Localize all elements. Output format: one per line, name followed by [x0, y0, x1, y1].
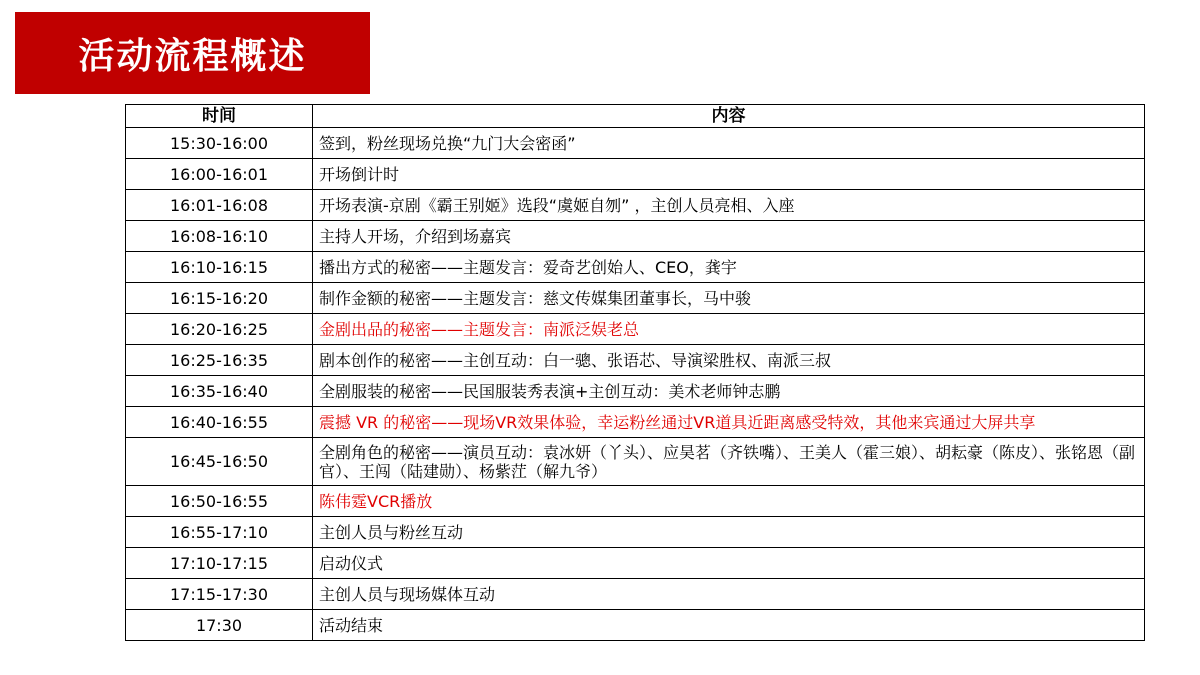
table-row: [126, 314, 1145, 345]
table-row: [126, 438, 1145, 486]
row-content: 开场表演-京剧《霸王别姬》选段“虞姬自刎” ，主创人员亮相、入座: [313, 190, 1145, 221]
row-content: 开场倒计时: [313, 159, 1145, 190]
row-time: 16:35-16:40: [126, 376, 313, 407]
row-time: 16:55-17:10: [126, 517, 313, 548]
agenda-body: [126, 128, 1145, 641]
row-content: 活动结束: [313, 610, 1145, 641]
table-row: [126, 548, 1145, 579]
row-content: 主创人员与粉丝互动: [313, 517, 1145, 548]
table-row: [126, 376, 1145, 407]
row-content: 主创人员与现场媒体互动: [313, 579, 1145, 610]
row-content: 播出方式的秘密——主题发言：爱奇艺创始人、CEO，龚宇: [313, 252, 1145, 283]
row-time: 17:30: [126, 610, 313, 641]
table-row: [126, 190, 1145, 221]
row-time: 16:01-16:08: [126, 190, 313, 221]
row-time: 17:15-17:30: [126, 579, 313, 610]
row-content: 剧本创作的秘密——主创互动：白一骢、张语芯、导演梁胜权、南派三叔: [313, 345, 1145, 376]
table-row: [126, 610, 1145, 641]
row-time: 16:08-16:10: [126, 221, 313, 252]
row-time: 16:50-16:55: [126, 486, 313, 517]
row-time: 16:10-16:15: [126, 252, 313, 283]
table-header-row: [126, 105, 1145, 128]
row-time: 16:45-16:50: [126, 438, 313, 486]
row-content: 主持人开场，介绍到场嘉宾: [313, 221, 1145, 252]
header-time: 时间: [126, 105, 313, 128]
row-time: 16:15-16:20: [126, 283, 313, 314]
table-row: [126, 159, 1145, 190]
row-content-highlight: 陈伟霆VCR播放: [313, 486, 1145, 517]
table-row: [126, 221, 1145, 252]
row-content: 全剧角色的秘密——演员互动：袁冰妍（丫头）、应昊茗（齐铁嘴）、王美人（霍三娘）、胡耘豪（陈皮）、张铭恩（副官）、王闯（陆建勋）、杨紫茳（解九爷）: [313, 438, 1145, 486]
page-title: 活动流程概述: [78, 35, 307, 77]
table-row: [126, 407, 1145, 438]
header-content: 内容: [313, 105, 1145, 128]
row-time: 16:00-16:01: [126, 159, 313, 190]
table-row: [126, 579, 1145, 610]
row-time: 16:40-16:55: [126, 407, 313, 438]
row-content: 启动仪式: [313, 548, 1145, 579]
table-row: [126, 345, 1145, 376]
row-content-highlight: 震撼 VR 的秘密——现场VR效果体验，幸运粉丝通过VR道具近距离感受特效，其他来宾通过大屏共享: [313, 407, 1145, 438]
row-content-highlight: 金剧出品的秘密——主题发言：南派泛娱老总: [313, 314, 1145, 345]
row-content: 签到，粉丝现场兑换“九门大会密函”: [313, 128, 1145, 159]
table-row: [126, 283, 1145, 314]
row-time: 16:20-16:25: [126, 314, 313, 345]
table-row: [126, 252, 1145, 283]
agenda-table: [125, 104, 1145, 641]
table-row: [126, 128, 1145, 159]
row-content: 全剧服装的秘密——民国服装秀表演+主创互动：美术老师钟志鹏: [313, 376, 1145, 407]
table-row: [126, 517, 1145, 548]
row-content: 制作金额的秘密——主题发言：慈文传媒集团董事长，马中骏: [313, 283, 1145, 314]
row-time: 16:25-16:35: [126, 345, 313, 376]
title-banner: [15, 12, 370, 94]
row-time: 15:30-16:00: [126, 128, 313, 159]
table-row: [126, 486, 1145, 517]
row-time: 17:10-17:15: [126, 548, 313, 579]
